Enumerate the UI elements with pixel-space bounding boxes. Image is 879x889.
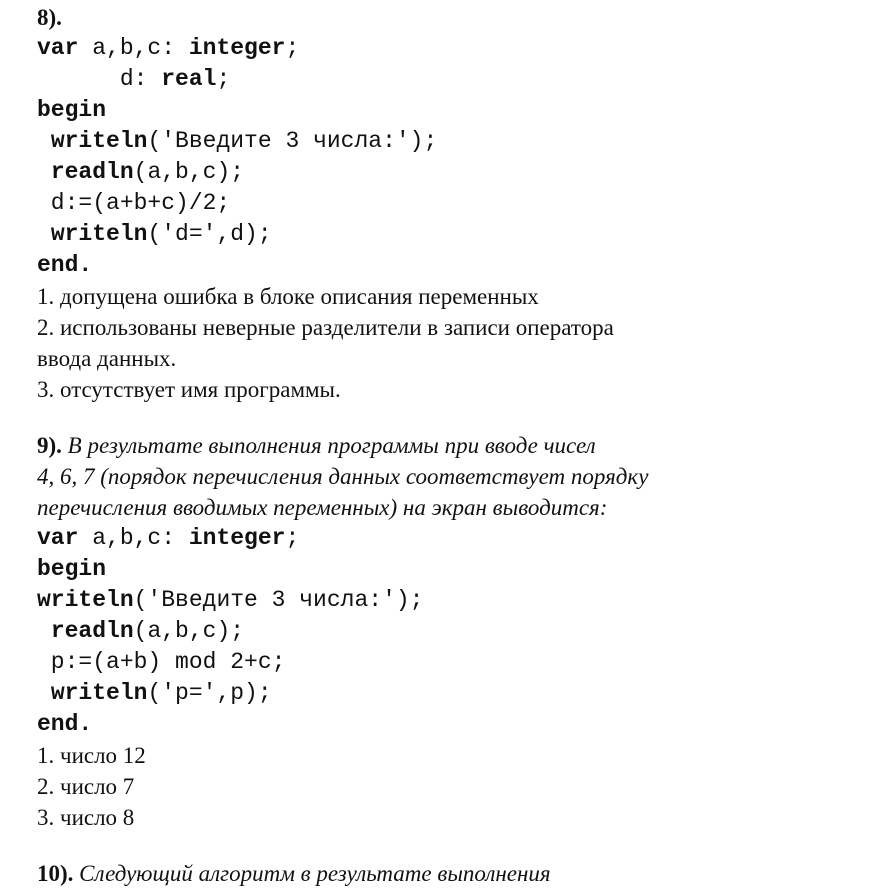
q9-prompt-line-1 xyxy=(37,430,596,461)
q8-option-2: 2. использованы неверные разделители в записи оператора xyxy=(37,315,614,340)
q8-code-line-6: d:=(a+b+c)/2; xyxy=(37,190,231,216)
q9-code-line-1 xyxy=(37,523,299,554)
q9-code-line-3 xyxy=(37,585,423,616)
keyword: writeln xyxy=(50,128,148,154)
q8-code-line-1 xyxy=(37,33,299,64)
q8-code-line-8 xyxy=(37,250,92,281)
code-text: (a,b,c); xyxy=(133,159,245,185)
code-text: ; xyxy=(216,66,231,92)
keyword: var xyxy=(37,525,79,551)
q8-option-3: 3. отсутствует имя программы. xyxy=(37,377,341,402)
q9-number: 9). xyxy=(37,433,62,458)
q8-number: 8). xyxy=(37,5,62,30)
q10-number: 10). xyxy=(37,861,74,886)
q9-prompt-line-2: 4, 6, 7 (порядок перечисления данных соответствует порядку xyxy=(37,464,649,489)
q9-code-line-2 xyxy=(37,554,106,585)
keyword: readln xyxy=(50,159,134,185)
code-text xyxy=(37,159,51,185)
keyword: begin xyxy=(37,556,107,582)
code-text: ('Введите 3 числа:'); xyxy=(133,587,424,613)
keyword: begin xyxy=(37,97,107,123)
q8-code-line-2 xyxy=(37,64,230,95)
q10-prompt-text: Следующий алгоритм в результате выполнения xyxy=(73,861,551,886)
code-text xyxy=(37,618,51,644)
q8-code-line-7 xyxy=(37,219,272,250)
q8-code-line-5 xyxy=(37,157,244,188)
q8-option-1: 1. допущена ошибка в блоке описания переменных xyxy=(37,284,539,309)
code-text xyxy=(37,680,51,706)
code-text: a,b,c: xyxy=(78,525,189,551)
keyword: writeln xyxy=(50,221,148,247)
code-text: a,b,c: xyxy=(78,35,189,61)
q9-prompt-text: В результате выполнения программы при вводе чисел xyxy=(61,433,596,458)
keyword: integer xyxy=(188,525,286,551)
q8-code-line-4 xyxy=(37,126,437,157)
code-text: ; xyxy=(285,35,300,61)
code-text xyxy=(37,221,51,247)
keyword: integer xyxy=(188,35,286,61)
q9-code-line-5: p:=(a+b) mod 2+c; xyxy=(37,649,286,675)
keyword: var xyxy=(37,35,79,61)
q10-prompt-line-1 xyxy=(37,858,551,889)
code-text: ('Введите 3 числа:'); xyxy=(147,128,438,154)
q9-option-2: 2. число 7 xyxy=(37,774,135,799)
keyword: real xyxy=(161,66,217,92)
q9-code-line-7 xyxy=(37,709,92,740)
q9-prompt-line-3: перечисления вводимых переменных) на экран выводится: xyxy=(37,495,608,520)
q9-code-line-6 xyxy=(37,678,272,709)
code-text: ; xyxy=(285,525,300,551)
q9-option-3: 3. число 8 xyxy=(37,805,135,830)
keyword: readln xyxy=(50,618,134,644)
keyword: writeln xyxy=(50,680,148,706)
code-text: d: xyxy=(37,66,162,92)
q8-option-2-cont: ввода данных. xyxy=(37,346,177,371)
keyword: writeln xyxy=(37,587,134,613)
keyword: end. xyxy=(37,711,93,737)
keyword: end. xyxy=(37,252,93,278)
code-text: ('d=',d); xyxy=(147,221,272,247)
q9-option-1: 1. число 12 xyxy=(37,743,146,768)
code-text xyxy=(37,128,51,154)
q8-code-line-3 xyxy=(37,95,106,126)
q9-code-line-4 xyxy=(37,616,244,647)
code-text: (a,b,c); xyxy=(133,618,245,644)
code-text: ('p=',p); xyxy=(147,680,272,706)
